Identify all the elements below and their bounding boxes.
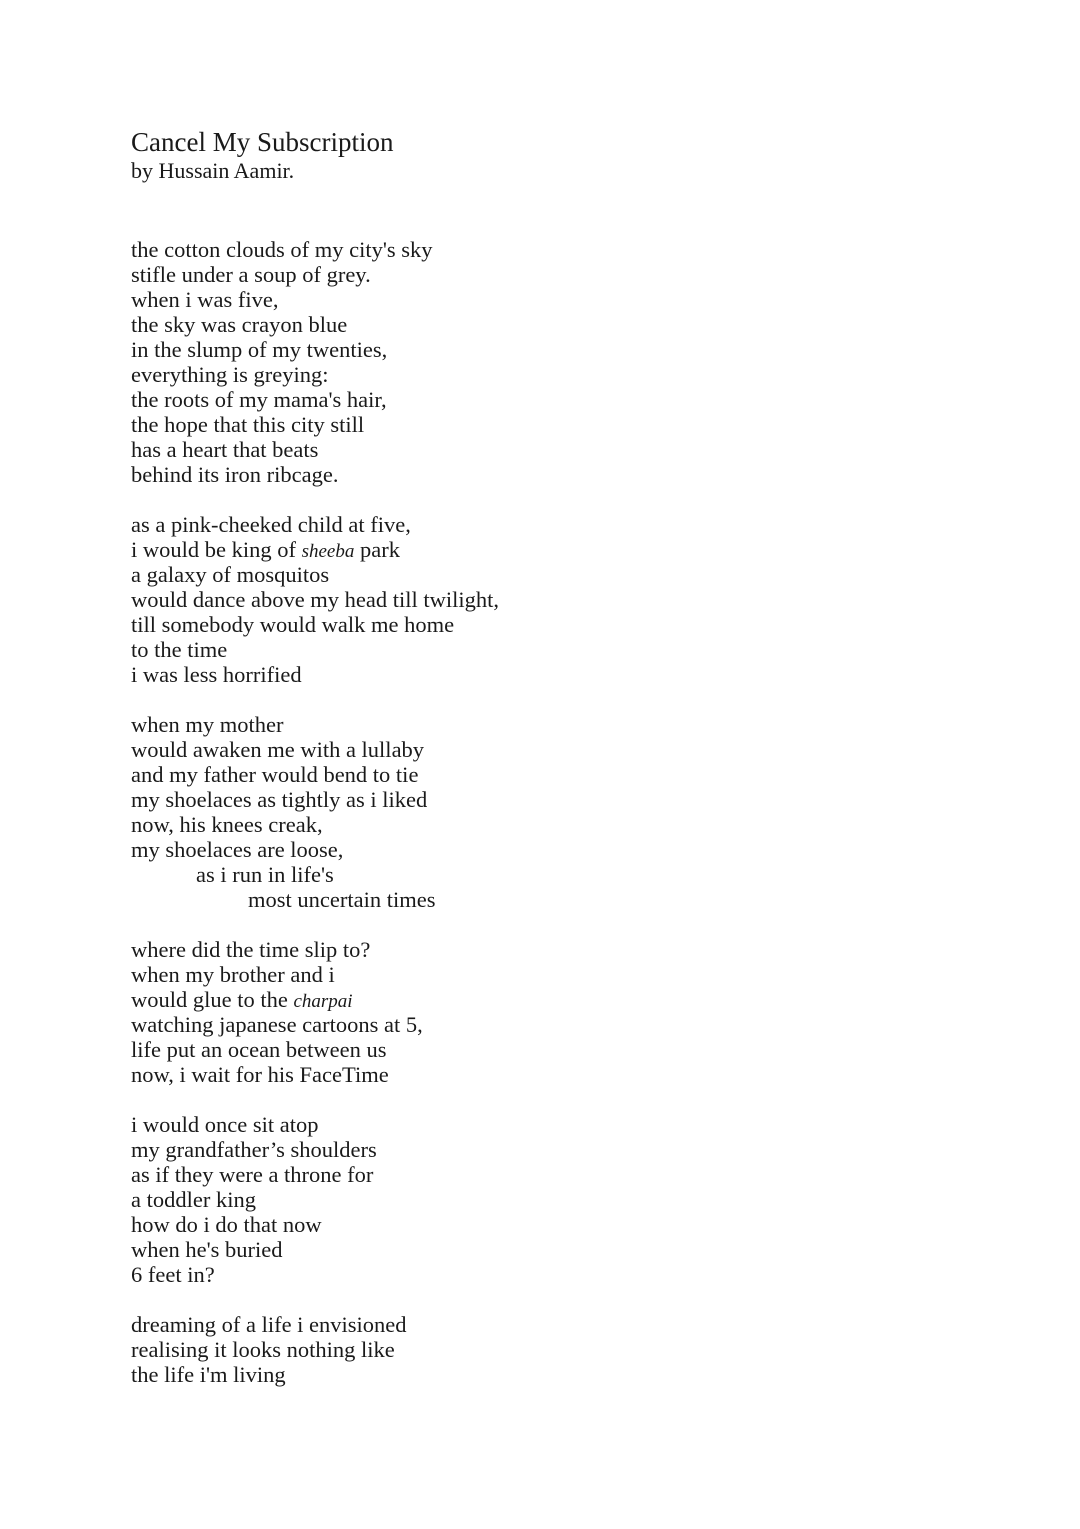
poem-line: as a pink-cheeked child at five, [131,512,411,537]
poem-line-text: park [354,537,400,562]
poem-stanza [131,512,1031,687]
poem-line: the roots of my mama's hair, [131,387,387,412]
poem-line: where did the time slip to? [131,937,371,962]
poem-line: behind its iron ribcage. [131,462,339,487]
poem-byline: by Hussain Aamir. [131,158,295,183]
poem-line: dreaming of a life i envisioned [131,1312,407,1337]
poem-line: when my mother [131,712,284,737]
poem-line: would dance above my head till twilight, [131,587,500,612]
poem-stanza [131,712,1031,912]
poem-stanza [131,937,1031,1087]
poem-line: as i run in life's [196,862,334,887]
poem-line: now, i wait for his FaceTime [131,1062,389,1087]
poem-line: i was less horrified [131,662,302,687]
poem-line: and my father would bend to tie [131,762,419,787]
poem-line [131,987,1031,1012]
poem-line: my shoelaces are loose, [131,837,344,862]
poem-line: to the time [131,637,228,662]
poem-line: has a heart that beats [131,437,319,462]
poem-line: would awaken me with a lullaby [131,737,425,762]
poem-line: in the slump of my twenties, [131,337,388,362]
poem-stanza [131,237,1031,487]
poem-line: i would once sit atop [131,1112,319,1137]
poem-line: a toddler king [131,1187,256,1212]
poem-body [131,237,1031,1387]
poem-line: most uncertain times [248,887,436,912]
poem-line: realising it looks nothing like [131,1337,395,1362]
poem-line [131,537,1031,562]
poem-line: the life i'm living [131,1362,286,1387]
poem-line: the cotton clouds of my city's sky [131,237,433,262]
poem-line: stifle under a soup of grey. [131,262,371,287]
poem-line: a galaxy of mosquitos [131,562,330,587]
poem-stanza [131,1112,1031,1287]
poem-line: the hope that this city still [131,412,365,437]
poem-line: till somebody would walk me home [131,612,455,637]
poem-line: life put an ocean between us [131,1037,387,1062]
poem-line: my grandfather’s shoulders [131,1137,377,1162]
poem-line: when i was five, [131,287,279,312]
poem-stanza [131,1312,1031,1387]
poem-line-text: would glue to the [131,987,294,1012]
poem-line-text: i would be king of [131,537,302,562]
poem-line: everything is greying: [131,362,329,387]
poem-line: the sky was crayon blue [131,312,348,337]
poem-line: my shoelaces as tightly as i liked [131,787,428,812]
poem-line: now, his knees creak, [131,812,323,837]
poem-title: Cancel My Subscription [131,127,394,157]
poem-line: when my brother and i [131,962,335,987]
poem-line: when he's buried [131,1237,283,1262]
poem-line: how do i do that now [131,1212,322,1237]
poem-line: watching japanese cartoons at 5, [131,1012,423,1037]
poem-line: 6 feet in? [131,1262,215,1287]
poem-italic-word: sheeba [301,541,355,562]
poem-line: as if they were a throne for [131,1162,374,1187]
poem-page [131,126,1031,1412]
poem-italic-word: charpai [293,991,353,1012]
